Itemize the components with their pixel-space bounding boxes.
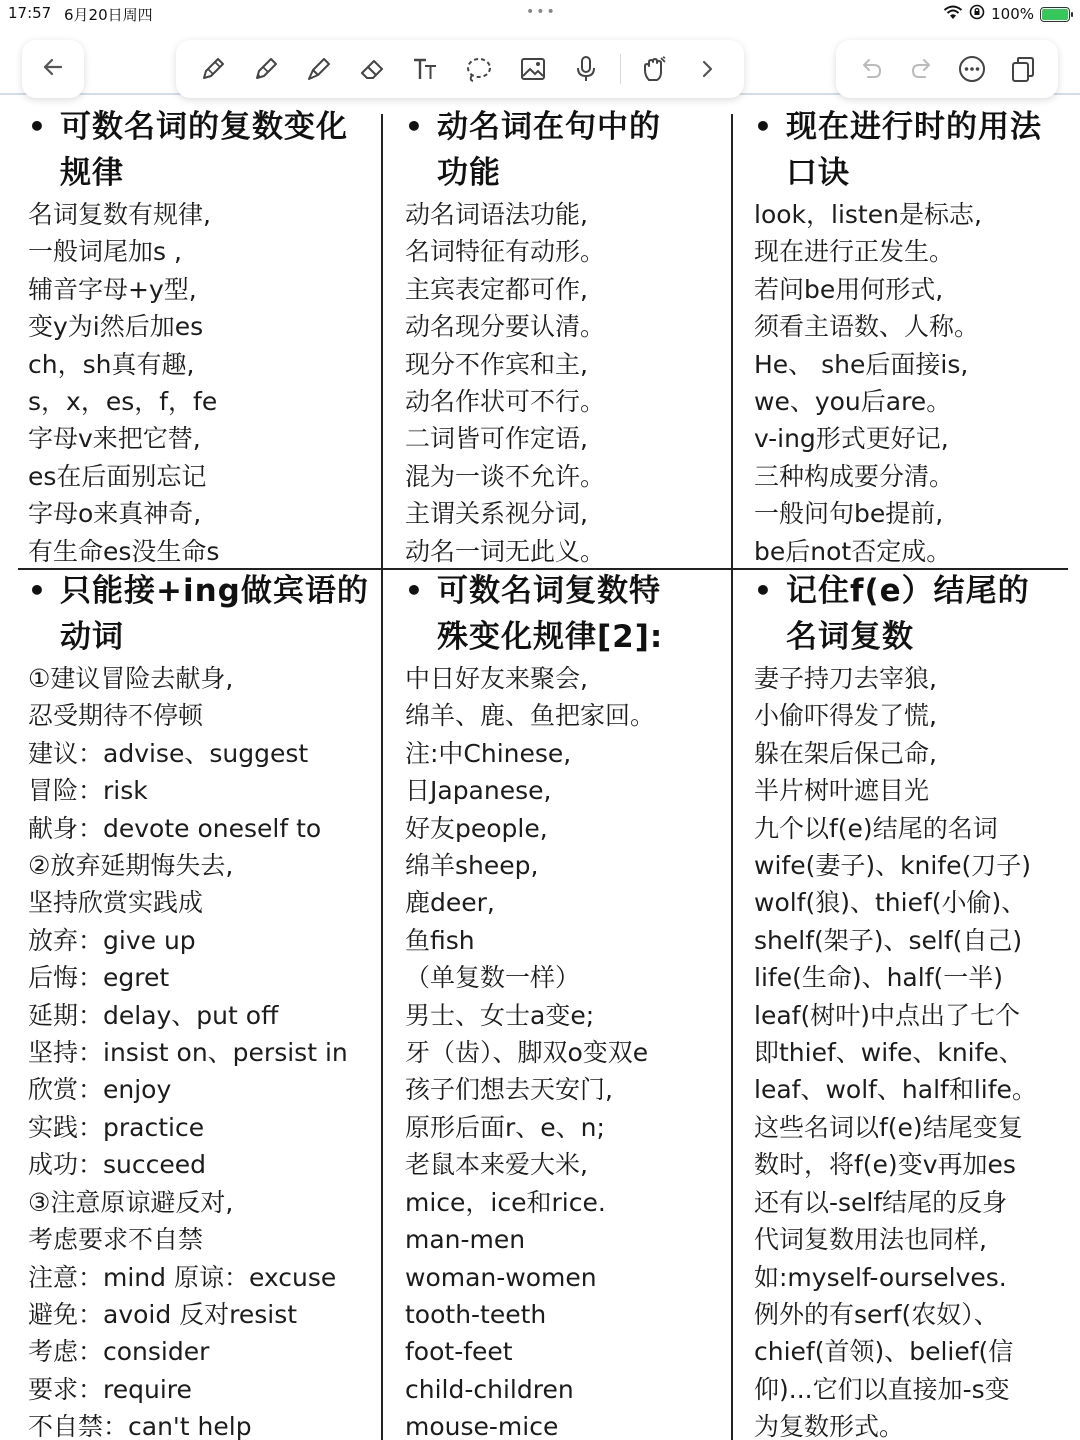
- bullet: •: [405, 110, 424, 143]
- text-line: 老鼠本来爱大米,: [405, 1150, 588, 1180]
- heading-line: 动名词在句中的: [437, 109, 661, 145]
- text-line: 男士、女士a变e;: [405, 1000, 595, 1030]
- text-line: mice，ice和rice.: [405, 1187, 606, 1217]
- text-line: 延期：delay、put off: [28, 1000, 279, 1030]
- text-line: 现分不作宾和主,: [405, 349, 588, 379]
- text-line: 日Japanese,: [405, 776, 552, 806]
- status-time: 17:57: [8, 4, 52, 22]
- text-tool-icon[interactable]: [406, 49, 446, 89]
- text-line: 须看主语数、人称。: [754, 312, 980, 342]
- text-line: 考虑要求不自禁: [28, 1225, 204, 1255]
- cell-heading: [754, 104, 1074, 196]
- text-line: 动名作状可不行。: [405, 387, 606, 417]
- heading-line: 口诀: [786, 155, 850, 191]
- text-line: 不自禁：can't help: [28, 1412, 252, 1440]
- text-line: 一般词尾加s ,: [28, 237, 182, 267]
- text-line: 注:中Chinese,: [405, 738, 572, 768]
- cell-body: [28, 660, 378, 1440]
- bullet: •: [405, 574, 424, 607]
- text-line: 献身：devote oneself to: [28, 813, 322, 843]
- text-line: 后悔：egret: [28, 963, 170, 993]
- text-line: 冒险：risk: [28, 776, 148, 806]
- text-line: tooth-teeth: [405, 1299, 547, 1329]
- text-line: 还有以-self结尾的反身: [754, 1187, 1008, 1217]
- text-line: 忍受期待不停顿: [28, 701, 204, 731]
- hand-gesture-icon[interactable]: [634, 49, 674, 89]
- wifi-icon: [943, 5, 963, 24]
- text-line: 牙（齿）、脚双o变双e: [405, 1038, 649, 1068]
- back-button[interactable]: [22, 40, 84, 98]
- text-line: 绵羊、鹿、鱼把家回。: [405, 701, 656, 731]
- text-line: 欣赏：enjoy: [28, 1075, 172, 1105]
- battery-fill: [1042, 9, 1068, 20]
- text-line: 绵羊sheep,: [405, 851, 539, 881]
- heading-line: 可数名词复数特: [437, 573, 661, 609]
- note-cell-irregular-plurals: [405, 568, 727, 1440]
- text-line: 实践：practice: [28, 1112, 205, 1142]
- text-line: 三种构成要分清。: [754, 461, 955, 491]
- cell-heading: [405, 568, 727, 660]
- text-line: 妻子持刀去宰狼,: [754, 664, 937, 693]
- bullet: •: [754, 574, 773, 607]
- text-line: es在后面别忘记: [28, 461, 207, 491]
- status-bar: [0, 0, 1080, 28]
- text-line: shelf(架子)、self(自己): [754, 925, 1023, 955]
- text-line: 例外的有serf(农奴）、: [754, 1299, 999, 1329]
- heading-line: 只能接+ing做宾语的: [60, 573, 369, 609]
- pencil-icon[interactable]: [246, 49, 286, 89]
- text-line: 有生命es没生命s: [28, 536, 220, 564]
- text-line: we、you后are。: [754, 387, 952, 417]
- text-line: 现在进行正发生。: [754, 237, 955, 267]
- toolbar-separator: [620, 54, 621, 84]
- text-line: 主谓关系视分词,: [405, 499, 588, 529]
- chevron-right-icon[interactable]: [687, 49, 727, 89]
- text-line: 若问be用何形式,: [754, 274, 944, 304]
- heading-line: 规律: [60, 155, 124, 191]
- text-line: 半片树叶遮目光: [754, 776, 930, 806]
- text-line: 动名一词无此义。: [405, 536, 606, 564]
- text-line: 九个以f(e)结尾的名词: [754, 813, 998, 843]
- cell-heading: [28, 568, 378, 660]
- text-line: 孩子们想去天安门,: [405, 1075, 613, 1105]
- cell-body: [405, 660, 727, 1440]
- text-line: 变y为i然后加es: [28, 312, 204, 342]
- cell-heading: [405, 104, 727, 196]
- text-line: wolf(狼)、thief(小偷)、: [754, 888, 1027, 918]
- text-line: be后not否定成。: [754, 536, 952, 564]
- text-line: 动名词语法功能,: [405, 200, 588, 229]
- text-line: look，listen是标志,: [754, 200, 982, 229]
- text-line: life(生命)、half(一半): [754, 963, 1003, 993]
- drawing-toolbar: [176, 40, 744, 98]
- note-cell-ing-object-verbs: [28, 568, 378, 1440]
- pen-icon[interactable]: [193, 49, 233, 89]
- text-line: v-ing形式更好记,: [754, 424, 949, 454]
- text-line: 混为一谈不允许。: [405, 461, 606, 491]
- cell-body: [28, 196, 378, 564]
- text-line: leaf、wolf、half和life。: [754, 1075, 1037, 1105]
- cell-body: [405, 196, 727, 564]
- text-line: 主宾表定都可作,: [405, 274, 588, 304]
- text-line: 字母v来把它替,: [28, 424, 201, 454]
- grid-line-vertical-1: [381, 114, 383, 1440]
- status-date: 6月20日周四: [64, 6, 153, 24]
- more-icon[interactable]: [952, 49, 992, 89]
- text-line: man-men: [405, 1225, 526, 1255]
- text-line: 字母o来真神奇,: [28, 499, 202, 529]
- text-line: 一般问句be提前,: [754, 499, 944, 529]
- text-line: 好友people,: [405, 813, 548, 843]
- text-line: He、 she后面接is,: [754, 349, 969, 379]
- microphone-icon[interactable]: [566, 49, 606, 89]
- text-line: 躲在架后保己命,: [754, 738, 937, 768]
- text-line: 成功：succeed: [28, 1150, 206, 1180]
- text-line: 为复数形式。: [754, 1412, 905, 1440]
- text-line: chief(首领)、belief(信: [754, 1337, 1014, 1367]
- note-page[interactable]: [0, 100, 1080, 1440]
- text-line: wife(妻子)、knife(刀子): [754, 851, 1032, 881]
- text-line: s，x，es，f，fe: [28, 387, 218, 417]
- cell-body: [754, 660, 1074, 1440]
- text-line: ch，sh真有趣,: [28, 349, 195, 379]
- actions-toolbar: [836, 40, 1058, 98]
- text-line: 鹿deer,: [405, 888, 495, 918]
- cell-heading: [28, 104, 378, 196]
- orientation-lock-icon: [969, 4, 985, 24]
- heading-line: 动词: [60, 619, 124, 655]
- lasso-icon[interactable]: [459, 49, 499, 89]
- text-line: 数时，将f(e)变v再加es: [754, 1150, 1016, 1180]
- text-line: 这些名词以f(e)结尾变复: [754, 1112, 1023, 1142]
- grid-line-vertical-2: [731, 114, 733, 1440]
- heading-line: 殊变化规律[2]:: [437, 619, 664, 655]
- text-line: 名词特征有动形。: [405, 237, 606, 267]
- battery-percent: 100%: [991, 5, 1034, 23]
- text-line: ①建议冒险去献身,: [28, 664, 234, 693]
- image-icon[interactable]: [513, 49, 553, 89]
- undo-icon[interactable]: [851, 49, 891, 89]
- text-line: 即thief、wife、knife、: [754, 1038, 1024, 1068]
- text-line: 中日好友来聚会,: [405, 664, 588, 693]
- pages-icon[interactable]: [1003, 49, 1043, 89]
- text-line: 小偷吓得发了慌,: [754, 701, 937, 731]
- text-line: child-children: [405, 1374, 574, 1404]
- note-cell-gerund-functions: [405, 104, 727, 564]
- text-line: ③注意原谅避反对,: [28, 1187, 234, 1217]
- note-cell-present-continuous: [754, 104, 1074, 564]
- text-line: 如:myself-ourselves.: [754, 1262, 1007, 1292]
- cell-body: [754, 196, 1074, 564]
- text-line: 坚持欣赏实践成: [28, 888, 204, 918]
- heading-line: 可数名词的复数变化: [60, 109, 348, 145]
- note-cell-plural-rules: [28, 104, 378, 564]
- status-right: [943, 4, 1070, 24]
- battery-icon: [1040, 7, 1070, 22]
- highlighter-icon[interactable]: [299, 49, 339, 89]
- heading-line: 名词复数: [786, 619, 914, 655]
- cell-heading: [754, 568, 1074, 660]
- text-line: 辅音字母+y型,: [28, 274, 197, 304]
- bullet: •: [28, 110, 47, 143]
- text-line: 原形后面r、e、n;: [405, 1112, 605, 1142]
- text-line: 要求：require: [28, 1374, 192, 1404]
- note-cell-f-fe-plurals: [754, 568, 1074, 1440]
- text-line: 注意：mind 原谅：excuse: [28, 1262, 337, 1292]
- heading-line: 现在进行时的用法: [786, 109, 1042, 145]
- redo-icon[interactable]: [902, 49, 942, 89]
- bullet: •: [28, 574, 47, 607]
- text-line: 仰)...它们以直接加-s变: [754, 1374, 1010, 1404]
- text-line: 代词复数用法也同样,: [754, 1225, 987, 1255]
- text-line: 坚持：insist on、persist in: [28, 1038, 348, 1068]
- text-line: foot-feet: [405, 1337, 513, 1367]
- multitasking-dots-icon[interactable]: •••: [526, 4, 557, 20]
- text-line: 动名现分要认清。: [405, 312, 606, 342]
- text-line: 考虑：consider: [28, 1337, 210, 1367]
- text-line: 建议：advise、suggest: [28, 738, 309, 768]
- heading-line: 记住f(e）结尾的: [786, 573, 1030, 609]
- text-line: ②放弃延期悔失去,: [28, 851, 234, 881]
- text-line: mouse-mice: [405, 1412, 559, 1440]
- arrow-left-icon: [39, 53, 67, 85]
- eraser-icon[interactable]: [353, 49, 393, 89]
- text-line: （单复数一样）: [405, 963, 581, 993]
- bullet: •: [754, 110, 773, 143]
- text-line: 放弃：give up: [28, 925, 196, 955]
- text-line: woman-women: [405, 1262, 597, 1292]
- text-line: 二词皆可作定语,: [405, 424, 588, 454]
- heading-line: 功能: [437, 155, 501, 191]
- text-line: 避免：avoid 反对resist: [28, 1299, 298, 1329]
- text-line: 名词复数有规律,: [28, 200, 211, 229]
- text-line: leaf(树叶)中点出了七个: [754, 1000, 1020, 1030]
- text-line: 鱼fish: [405, 925, 475, 955]
